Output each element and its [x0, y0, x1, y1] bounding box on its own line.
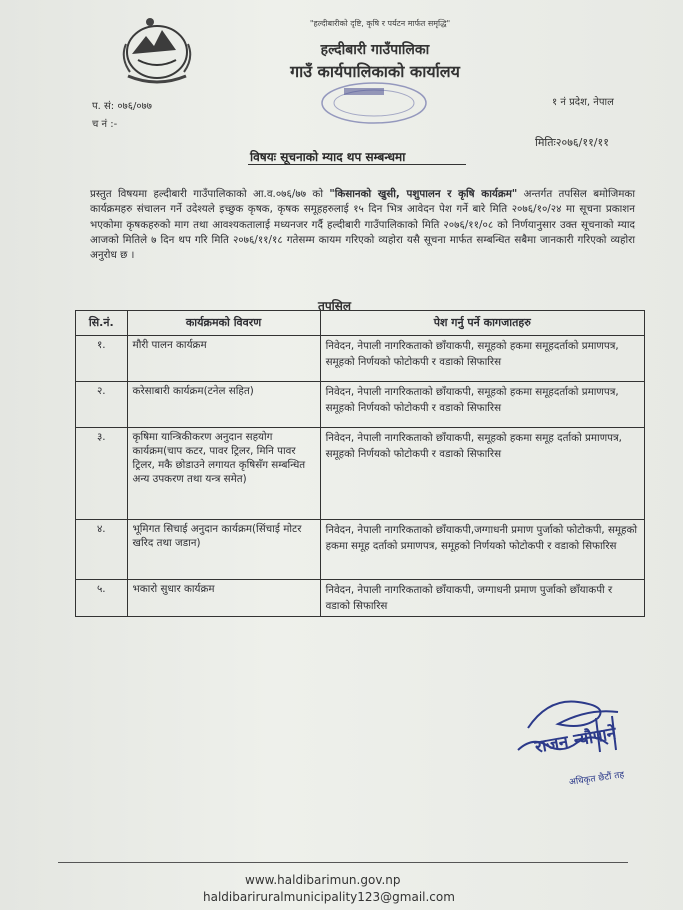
- subject-line: विषयः सूचनाको म्याद थप सम्बन्धमा: [250, 150, 406, 164]
- documents-cell: निवेदन, नेपाली नागरिकताको छाँयाकपी, जग्गाधनी प्रमाण पुर्जाको छाँयाकपी र वडाको सिफारिस: [320, 580, 644, 617]
- column-header: सि.नं.: [76, 311, 128, 336]
- program-table: [75, 310, 645, 617]
- reference-number: प. सं: ०७६/०७७: [92, 101, 152, 112]
- column-header: कार्यक्रमको विवरण: [127, 311, 320, 336]
- office-type: गाउँ कार्यपालिकाको कार्यालय: [290, 62, 460, 81]
- address: १ नं प्रदेश, नेपाल: [552, 97, 614, 108]
- serial-cell: ४.: [76, 520, 128, 580]
- body-main: अन्तर्गत तपसिल बमोजिमका कार्यक्रमहरु संचालन गर्ने उदेश्यले इच्छुक कृषक, कृषक समूहहरुलाई १५ दिन भित्र आवेदन पेश गर्ने बारे मिति २०७६/१०/२४ मा सूचना प्रकाशन भएकोमा कृषकहरुको माग तथा आवश्यकतालाई मध्यनजर गर्दै हल्दीबारी गाउँपालिकाको मिति २०७६/११/०८ को निर्णयानुसार उक्त सूचनाको म्याद आजको मितिले ७ दिन थप गरि मिति २०७६/११/१८ गतेसम्म कायम गरिएको व्यहोरा यसै सूचना मार्फत सम्बन्धित सबैमा जानकारी गरिएको व्यहोरा अनुरोध छ ।: [90, 188, 635, 262]
- documents-cell: निवेदन, नेपाली नागरिकताको छाँयाकपी, समूहको हकमा समूहदर्ताको प्रमाणपत्र, समूहको निर्णयको फोटोकपी र वडाको सिफारिस: [320, 336, 644, 382]
- footer-website: www.haldibarimun.gov.np: [245, 873, 401, 887]
- body-intro: प्रस्तुत विषयमा हल्दीबारी गाउँपालिकाको आ.व.०७६/७७ को: [90, 188, 330, 200]
- documents-cell: निवेदन, नेपाली नागरिकताको छाँयाकपी,जग्गाधनी प्रमाण पुर्जाको फोटोकपी, समूहको हकमा समूह दर्ताको प्रमाणपत्र, समूहको निर्णयको फोटोकपी र वडाको सिफारिस: [320, 520, 644, 580]
- reference-block: [92, 98, 152, 134]
- serial-cell: १.: [76, 336, 128, 382]
- table-row: [76, 382, 645, 428]
- chalani-number: च नं :-: [92, 119, 118, 130]
- notice-body: [90, 187, 635, 263]
- table-header-row: [76, 311, 645, 336]
- office-name: हल्दीबारी गाउँपालिका: [320, 42, 430, 58]
- program-cell: भकारो सुधार कार्यक्रम: [127, 580, 320, 617]
- program-cell: भूमिगत सिचाई अनुदान कार्यक्रम(सिंचाई मोटर खरिद तथा जडान): [127, 520, 320, 580]
- serial-cell: २.: [76, 382, 128, 428]
- program-title: "किसानको खुसी, पशुपालन र कृषि कार्यक्रम": [329, 188, 518, 200]
- table-row: [76, 336, 645, 382]
- documents-cell: निवेदन, नेपाली नागरिकताको छाँयाकपी, समूहको हकमा समूह दर्ताको प्रमाणपत्र, समूहको निर्णयको फोटोकपी र वडाको सिफारिस: [320, 428, 644, 520]
- motto-text: "हल्दीबारीको दृष्टि, कृषि र पर्यटन मार्फत समृद्धि": [309, 19, 451, 28]
- subject-underline: [248, 164, 466, 165]
- program-cell: कृषिमा यान्त्रिकीकरण अनुदान सहयोग कार्यक्रम(चाप कटर, पावर ट्रिलर, मिनि पावर ट्रिलर, मकै छोडाउने लगायत कृषिसँग सम्बन्धित अन्य उपकरण तथा यन्त्र समेत): [127, 428, 320, 520]
- footer-email: haldibariruralmunicipality123@gmail.com: [203, 890, 455, 904]
- signatory-title: अधिकृत छैटौं तह: [568, 770, 625, 788]
- table-row: [76, 428, 645, 520]
- table-row: [76, 520, 645, 580]
- column-header: पेश गर्नु पर्ने कागजातहरु: [320, 311, 644, 336]
- footer-divider: [58, 862, 628, 863]
- signatory-name: राजन न्यौपाने: [533, 723, 618, 758]
- program-cell: मौरी पालन कार्यक्रम: [127, 336, 320, 382]
- program-cell: करेसाबारी कार्यक्रम(टनेल सहित): [127, 382, 320, 428]
- table-caption: तपसिल: [318, 299, 352, 313]
- serial-cell: ५.: [76, 580, 128, 617]
- letter-date: मितिः२०७६/११/११: [535, 136, 609, 149]
- office-stamp-icon: [318, 80, 430, 126]
- serial-cell: ३.: [76, 428, 128, 520]
- nepal-emblem-icon: [118, 14, 196, 86]
- documents-cell: निवेदन, नेपाली नागरिकताको छाँयाकपी, समूहको हकमा समूहदर्ताको प्रमाणपत्र, समूहको निर्णयको फोटोकपी र वडाको सिफारिस: [320, 382, 644, 428]
- table-row: [76, 580, 645, 617]
